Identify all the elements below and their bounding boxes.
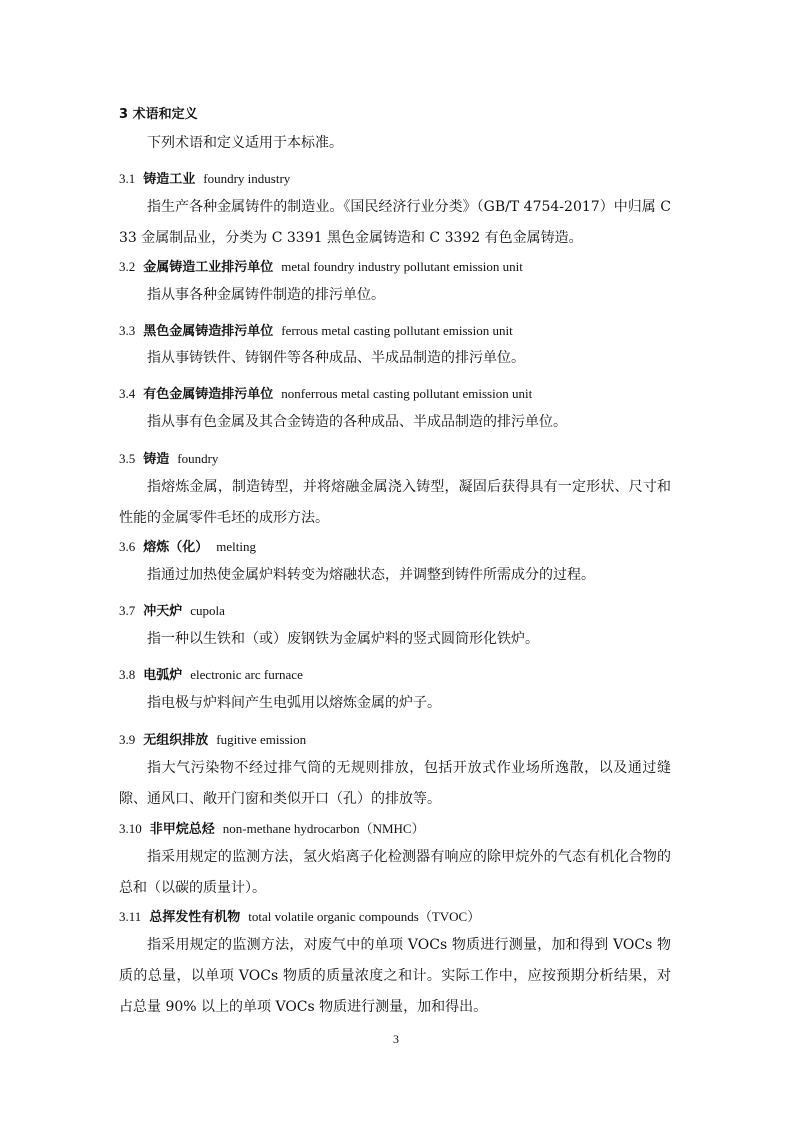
- term-chinese: 非甲烷总烃: [149, 822, 215, 837]
- term-number: 3.2: [119, 259, 136, 274]
- term-number: 3.3: [119, 323, 136, 338]
- term-heading: [119, 664, 303, 683]
- term-chinese: 金属铸造工业排污单位: [143, 260, 274, 275]
- term-english: electronic arc furnace: [190, 667, 303, 682]
- term-heading: [119, 168, 290, 187]
- page-number: 3: [393, 1032, 399, 1046]
- term-heading: [119, 729, 306, 748]
- term-heading: [119, 600, 225, 619]
- term-definition: 指通过加热使金属炉料转变为熔融状态，并调整到铸件所需成分的过程。: [147, 567, 595, 583]
- term-definition: 指生产各种金属铸件的制造业。《国民经济行业分类》（GB/T 4754-2017）中归属 C 33 金属制品业，分类为 C 3391 黑色金属铸造和 C 3392 有色金属铸造。: [119, 199, 671, 246]
- term-heading: [119, 256, 523, 275]
- term-english: cupola: [190, 603, 225, 618]
- section-title: 3 术语和定义: [119, 107, 198, 122]
- term-chinese: 冲天炉: [143, 604, 183, 619]
- term-english: metal foundry industry pollutant emission unit: [281, 259, 523, 274]
- section-intro: 下列术语和定义适用于本标准。: [147, 135, 343, 151]
- term-number: 3.9: [119, 732, 136, 747]
- term-definition: 指大气污染物不经过排气筒的无规则排放，包括开放式作业场所逸散，以及通过缝隙、通风口、敞开门窗和类似开口（孔）的排放等。: [119, 760, 671, 807]
- term-number: 3.5: [119, 451, 136, 466]
- term-heading: [119, 906, 480, 925]
- term-number: 3.10: [119, 821, 142, 836]
- term-heading: [119, 320, 513, 339]
- term-chinese: 铸造: [143, 452, 170, 467]
- term-chinese: 电弧炉: [143, 668, 183, 683]
- term-english: ferrous metal casting pollutant emission unit: [281, 323, 513, 338]
- term-heading: [119, 818, 425, 837]
- term-chinese: 有色金属铸造排污单位: [143, 387, 274, 402]
- term-chinese: 总挥发性有机物: [149, 910, 241, 925]
- term-definition: 指熔炼金属，制造铸型，并将熔融金属浇入铸型，凝固后获得具有一定形状、尺寸和性能的金属零件毛坯的成形方法。: [119, 479, 671, 526]
- term-definition: 指采用规定的监测方法，对废气中的单项 VOCs 物质进行测量，加和得到 VOCs 物质的总量，以单项 VOCs 物质的质量浓度之和计。实际工作中，应按预期分析结果，对占总量 90% 以上的单项 VOCs 物质进行测量，加和得出。: [119, 937, 671, 1015]
- term-english: non-methane hydrocarbon（NMHC）: [222, 821, 425, 836]
- term-chinese: 黑色金属铸造排污单位: [143, 324, 274, 339]
- term-english: nonferrous metal casting pollutant emission unit: [281, 386, 533, 401]
- term-definition: 指从事铸铁件、铸钢件等各种成品、半成品制造的排污单位。: [147, 350, 525, 366]
- term-definition: 指从事有色金属及其合金铸造的各种成品、半成品制造的排污单位。: [147, 414, 567, 430]
- term-number: 3.4: [119, 386, 136, 401]
- term-heading: [119, 448, 218, 467]
- term-number: 3.6: [119, 539, 136, 554]
- term-chinese: 熔炼（化）: [143, 540, 209, 555]
- term-number: 3.8: [119, 667, 136, 682]
- term-english: total volatile organic compounds（TVOC）: [248, 909, 481, 924]
- term-number: 3.1: [119, 171, 136, 186]
- term-heading: [119, 383, 532, 402]
- term-english: foundry: [177, 451, 219, 466]
- term-english: foundry industry: [203, 171, 291, 186]
- term-chinese: 铸造工业: [143, 172, 196, 187]
- term-definition: 指采用规定的监测方法，氢火焰离子化检测器有响应的除甲烷外的气态有机化合物的总和（以碳的质量计）。: [119, 849, 671, 896]
- term-number: 3.7: [119, 603, 136, 618]
- term-number: 3.11: [119, 909, 142, 924]
- term-definition: 指从事各种金属铸件制造的排污单位。: [147, 287, 385, 303]
- term-heading: [119, 536, 256, 555]
- term-chinese: 无组织排放: [143, 733, 209, 748]
- term-english: fugitive emission: [216, 732, 307, 747]
- term-english: melting: [216, 539, 256, 554]
- term-definition: 指一种以生铁和（或）废钢铁为金属炉料的竖式圆筒形化铁炉。: [147, 631, 539, 647]
- term-definition: 指电极与炉料间产生电弧用以熔炼金属的炉子。: [147, 695, 441, 711]
